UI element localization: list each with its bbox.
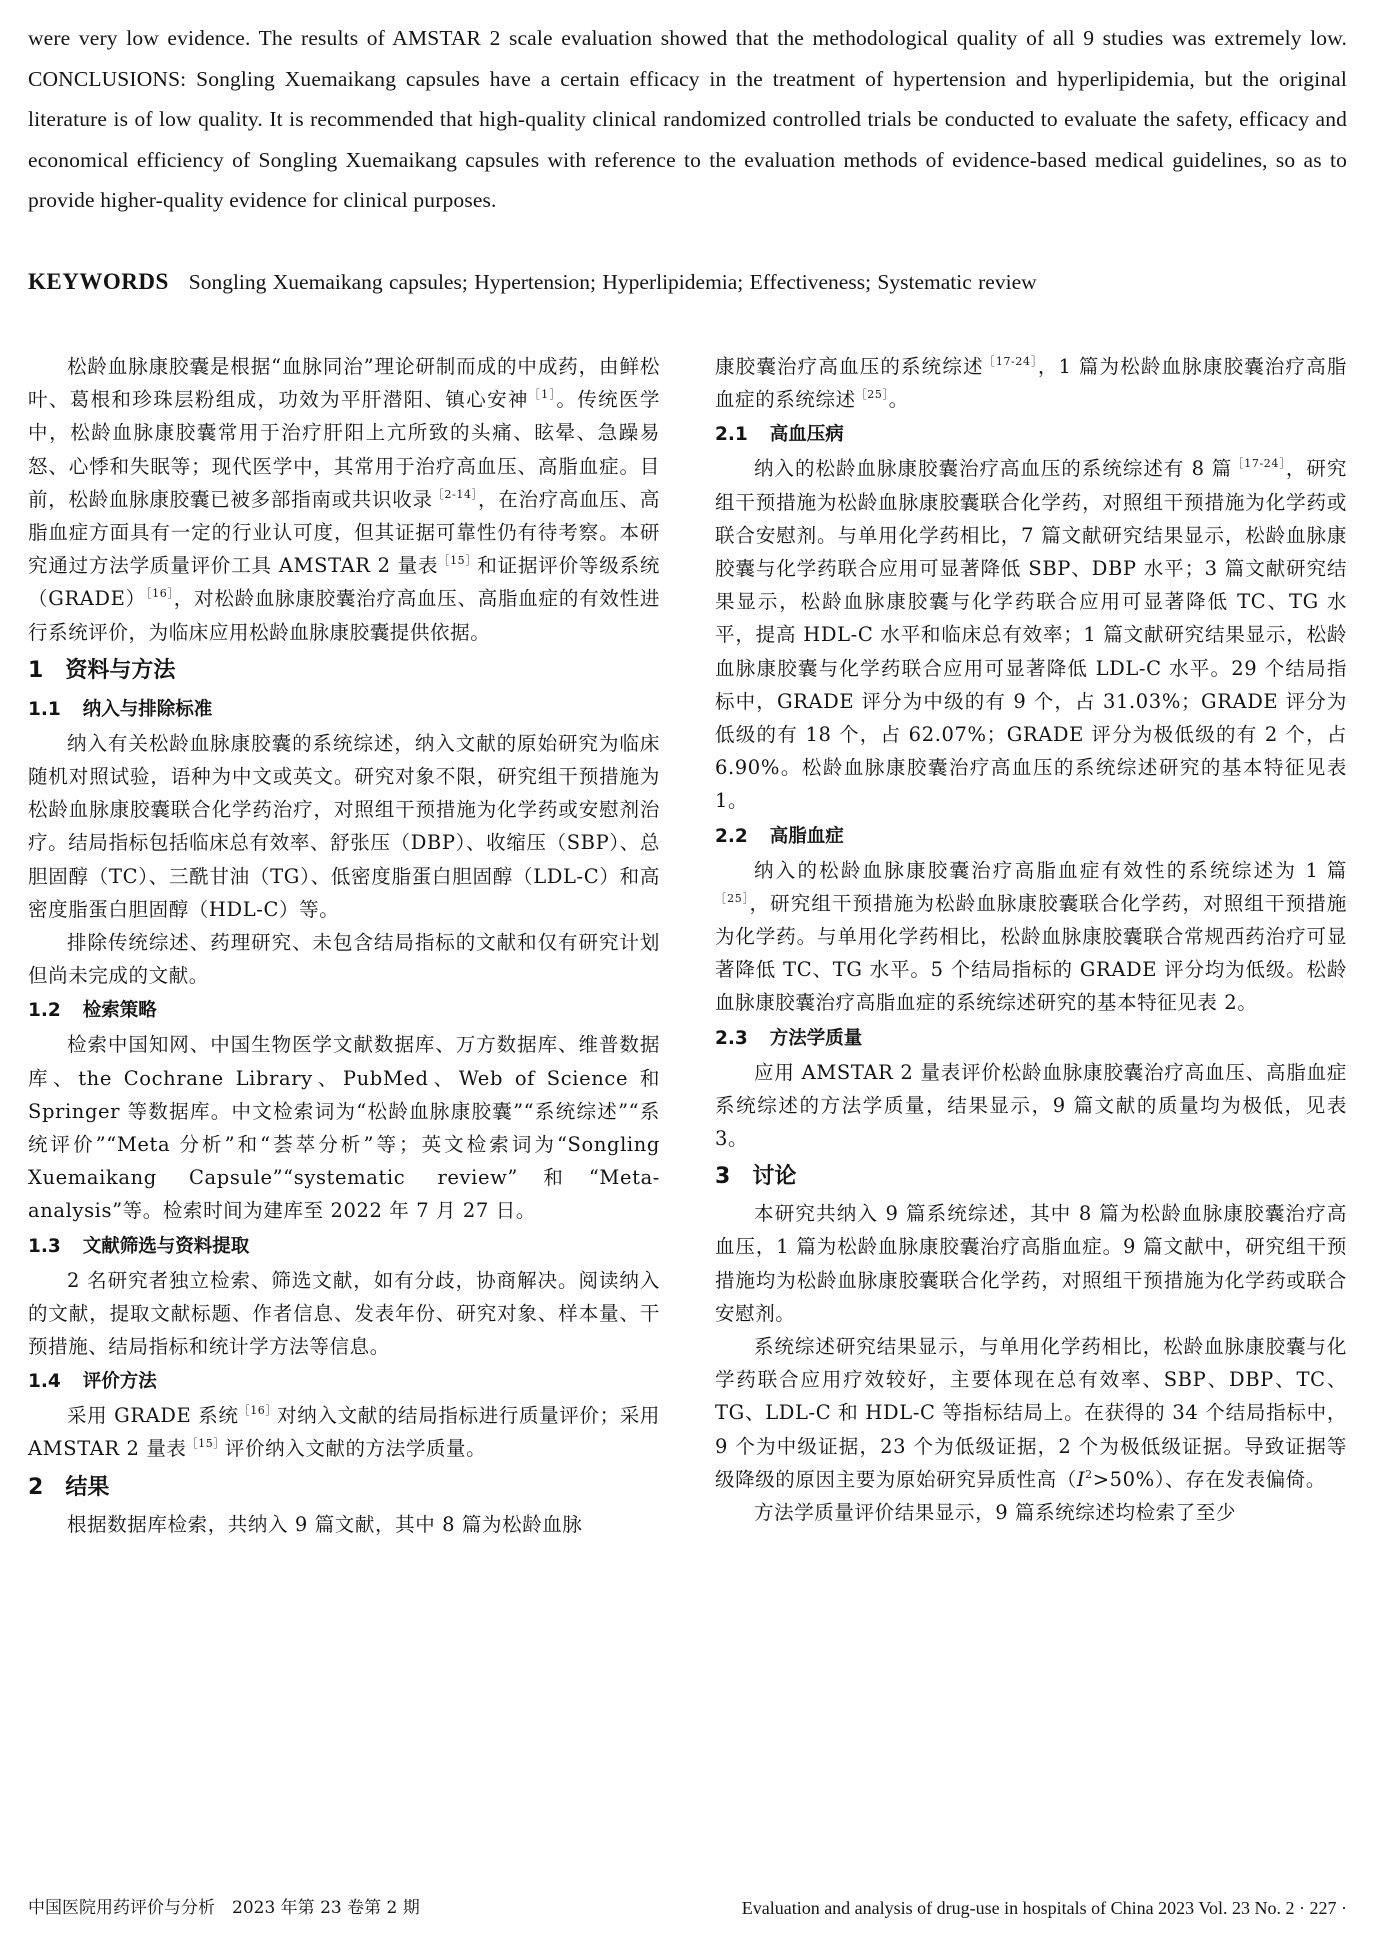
section-number: 3 xyxy=(715,1164,731,1190)
citation-ref: ［16］ xyxy=(238,1404,278,1418)
text-run: 对纳入文献的结局指标进行质量评价；采用 AMSTAR 2 量表 xyxy=(28,1404,660,1461)
subsection-heading-1-4 xyxy=(28,1365,660,1399)
page-footer xyxy=(28,1893,1347,1923)
subsection-title: 高血压病 xyxy=(769,424,844,446)
section-title: 讨论 xyxy=(752,1164,797,1190)
keywords-label: KEYWORDS xyxy=(28,269,169,294)
subsection-title: 文献筛选与资料提取 xyxy=(82,1235,250,1257)
subsection-title: 检索策略 xyxy=(82,1000,157,1022)
paragraph: 检索中国知网、中国生物医学文献数据库、万方数据库、维普数据库、the Cochrane Library、PubMed、Web of Science 和 Springer 等数据库。中文检索词为“松龄血脉康胶囊”“系统综述”“系统评价”“Meta 分析”和“荟萃分析”等；英文检索词为“Songling Xuemaikang Capsule”“systematic review”和“Meta-analysis”等。检索时间为建库至 2022 年 7 月 27 日。 xyxy=(28,1033,660,1223)
citation-ref: ［15］ xyxy=(186,1437,225,1451)
paragraph: 应用 AMSTAR 2 量表评价松龄血脉康胶囊治疗高血压、高脂血症系统综述的方法学质量，结果显示，9 篇文献的质量均为极低，见表 3。 xyxy=(715,1060,1347,1151)
text-run: 评价纳入文献的方法学质量。 xyxy=(224,1437,487,1461)
footer-journal-en: Evaluation and analysis of drug-use in hospitals of China 2023 Vol. 23 No. 2 · 227 · xyxy=(741,1898,1347,1918)
subsection-title: 高脂血症 xyxy=(769,825,844,847)
subsection-heading-1-1 xyxy=(28,693,660,727)
subsection-number: 2.3 xyxy=(715,1027,748,1049)
keywords-items: Songling Xuemaikang capsules; Hypertension; Hyperlipidemia; Effectiveness; Systematic review xyxy=(188,270,1037,294)
subsection-number: 2.2 xyxy=(715,825,748,847)
intro-text-3: ，在治疗高血压、高脂血症方面具有一定的行业认可度，但其证据可靠性仍有待考察。本研究通过方法学质量评价工具 AMSTAR 2 量表 xyxy=(28,487,661,578)
abstract-conclusion: were very low evidence. The results of AMSTAR 2 scale evaluation showed that the methodological quality of all 9 studies was extremely low. CONCLUSIONS: Songling Xuemaikang capsules have a certain efficacy in the treatment of hypertension and hyperlipidemia, but the original literature is of low quality. It is recommended that high-quality clinical randomized controlled trials be conducted to evaluate the safety, efficacy and economical efficiency of Songling Xuemaikang capsules with reference to the evaluation methods of evidence-based medical guidelines, so as to provide higher-quality evidence for clinical purposes. xyxy=(28,26,1347,212)
paragraph xyxy=(28,1399,660,1465)
italic-symbol: I xyxy=(1076,1467,1086,1491)
intro-text-1: 松龄血脉康胶囊是根据“血脉同治”理论研制而成的中成药，由鲜松叶、葛根和珍珠层粉组成，功效为平肝潜阳、镇心安神 xyxy=(28,355,660,412)
text-run: 。 xyxy=(888,388,909,412)
paragraph: 2 名研究者独立检索、筛选文献，如有分歧，协商解决。阅读纳入的文献，提取文献标题、作者信息、发表年份、研究对象、样本量、干预措施、结局指标和统计学方法等信息。 xyxy=(28,1268,660,1359)
section-heading-1 xyxy=(28,651,660,691)
left-column xyxy=(28,350,660,1541)
text-run: 采用 GRADE 系统 xyxy=(67,1404,239,1428)
subsection-heading-1-2 xyxy=(28,994,660,1028)
subsection-heading-2-1 xyxy=(715,418,1347,452)
subsection-number: 1.1 xyxy=(28,698,61,720)
paragraph-continued xyxy=(715,350,1347,416)
section-number: 2 xyxy=(28,1474,44,1500)
text-run: >50%）、存在发表偏倚。 xyxy=(1092,1467,1326,1491)
subsection-heading-2-2 xyxy=(715,820,1347,854)
section-number: 1 xyxy=(28,657,44,683)
subsection-title: 评价方法 xyxy=(82,1371,157,1393)
subsection-heading-1-3 xyxy=(28,1230,660,1264)
citation-ref: ［2-14］ xyxy=(432,487,478,501)
section-heading-3 xyxy=(715,1157,1347,1197)
section-heading-2 xyxy=(28,1468,660,1508)
paragraph: 排除传统综述、药理研究、未包含结局指标的文献和仅有研究计划但尚未完成的文献。 xyxy=(28,931,660,988)
paragraph: 方法学质量评价结果显示，9 篇系统综述均检索了至少 xyxy=(754,1501,1237,1525)
section-title: 结果 xyxy=(65,1474,110,1500)
text-run: 纳入的松龄血脉康胶囊治疗高血压的系统综述有 8 篇 xyxy=(754,457,1233,481)
citation-ref: ［15］ xyxy=(438,554,478,568)
superscript: 2 xyxy=(1085,1467,1093,1481)
citation-ref: ［16］ xyxy=(145,587,174,601)
subsection-number: 1.4 xyxy=(28,1371,61,1393)
keywords-line xyxy=(28,266,1347,298)
text-run: ，研究组干预措施为松龄血脉康胶囊联合化学药，对照组干预措施为化学药。与单用化学药相比，松龄血脉康胶囊联合常规西药治疗可显著降低 TC、TG 水平。5 个结局指标的 GRADE 评分均为低级。松龄血脉康胶囊治疗高脂血症的系统综述研究的基本特征见表 2。 xyxy=(715,891,1347,1015)
paragraph xyxy=(715,1330,1347,1496)
subsection-title: 方法学质量 xyxy=(769,1027,863,1049)
right-column xyxy=(715,350,1347,1529)
footer-journal-cn: 中国医院用药评价与分析 2023 年第 23 卷第 2 期 xyxy=(28,1898,420,1918)
intro-text-5: ，对松龄血脉康胶囊治疗高血压、高脂血症的有效性进行系统评价，为临床应用松龄血脉康胶囊提供依据。 xyxy=(28,587,660,644)
text-run: 康胶囊治疗高血压的系统综述 xyxy=(715,355,984,378)
paragraph: 根据数据库检索，共纳入 9 篇文献，其中 8 篇为松龄血脉 xyxy=(67,1512,583,1536)
text-run: 纳入的松龄血脉康胶囊治疗高脂血症有效性的系统综述为 1 篇 xyxy=(754,858,1347,882)
citation-ref: ［17-24］ xyxy=(1232,457,1286,471)
text-run: 系统综述研究结果显示，与单用化学药相比，松龄血脉康胶囊与化学药联合应用疗效较好，主要体现在总有效率、SBP、DBP、TC、TG、LDL-C 和 HDL-C 等指标结局上。在获得的 34 个结局指标中，9 个为中级证据，23 个为低级证据，2 个为极低级证据。导致证据等级降级的原因主要为原始研究异质性高（ xyxy=(715,1335,1347,1491)
subsection-number: 1.3 xyxy=(28,1235,61,1257)
section-title: 资料与方法 xyxy=(65,657,176,683)
intro-text-4: 和证据评价等级系统（GRADE） xyxy=(28,554,660,611)
paragraph xyxy=(715,854,1347,1020)
intro-paragraph xyxy=(28,350,660,649)
subsection-heading-2-3 xyxy=(715,1022,1347,1056)
text-run: ，研究组干预措施为松龄血脉康胶囊联合化学药，对照组干预措施为化学药或联合安慰剂。与单用化学药相比，7 篇文献研究结果显示，松龄血脉康胶囊与化学药联合应用可显著降低 SBP、DBP 水平；3 篇文献研究结果显示，松龄血脉康胶囊与化学药联合应用可显著降低 TC、TG 水平，提高 HDL-C 水平和临床总有效率；1 篇文献研究结果显示，松龄血脉康胶囊与化学药联合应用可显著降低 LDL-C 水平。29 个结局指标中，GRADE 评分为中级的有 9 个，占 31.03%；GRADE 评分为低级的有 18 个，占 62.07%；GRADE 评分为极低级的有 2 个，占 6.90%。松龄血脉康胶囊治疗高血压的系统综述研究的基本特征见表 1。 xyxy=(715,457,1347,813)
subsection-number: 2.1 xyxy=(715,424,748,446)
paragraph: 纳入有关松龄血脉康胶囊的系统综述，纳入文献的原始研究为临床随机对照试验，语种为中文或英文。研究对象不限，研究组干预措施为松龄血脉康胶囊联合化学药治疗，对照组干预措施为化学药或安慰剂治疗。结局指标包括临床总有效率、舒张压（DBP）、收缩压（SBP）、总胆固醇（TC）、三酰甘油（TG）、低密度脂蛋白胆固醇（LDL-C）和高密度脂蛋白胆固醇（HDL-C）等。 xyxy=(28,731,660,921)
subsection-number: 1.2 xyxy=(28,1000,61,1022)
paragraph: 本研究共纳入 9 篇系统综述，其中 8 篇为松龄血脉康胶囊治疗高血压，1 篇为松龄血脉康胶囊治疗高脂血症。9 篇文献中，研究组干预措施均为松龄血脉康胶囊联合化学药，对照组干预措施为化学药或联合安慰剂。 xyxy=(715,1202,1347,1325)
text-run: ，1 篇为松龄血脉康胶囊治疗高脂血症的系统综述 xyxy=(715,355,1347,412)
citation-ref: ［25］ xyxy=(715,891,750,905)
subsection-title: 纳入与排除标准 xyxy=(82,698,213,720)
citation-ref: ［25］ xyxy=(855,388,889,402)
citation-ref: ［17-24］ xyxy=(983,355,1038,368)
citation-ref: ［1］ xyxy=(528,388,557,402)
intro-text-2: 。传统医学中，松龄血脉康胶囊常用于治疗肝阳上亢所致的头痛、眩晕、急躁易怒、心悸和失眠等；现代医学中，其常用于治疗高血压、高脂血症。目前，松龄血脉康胶囊已被多部指南或共识收录 xyxy=(28,388,660,511)
paragraph xyxy=(715,452,1347,817)
